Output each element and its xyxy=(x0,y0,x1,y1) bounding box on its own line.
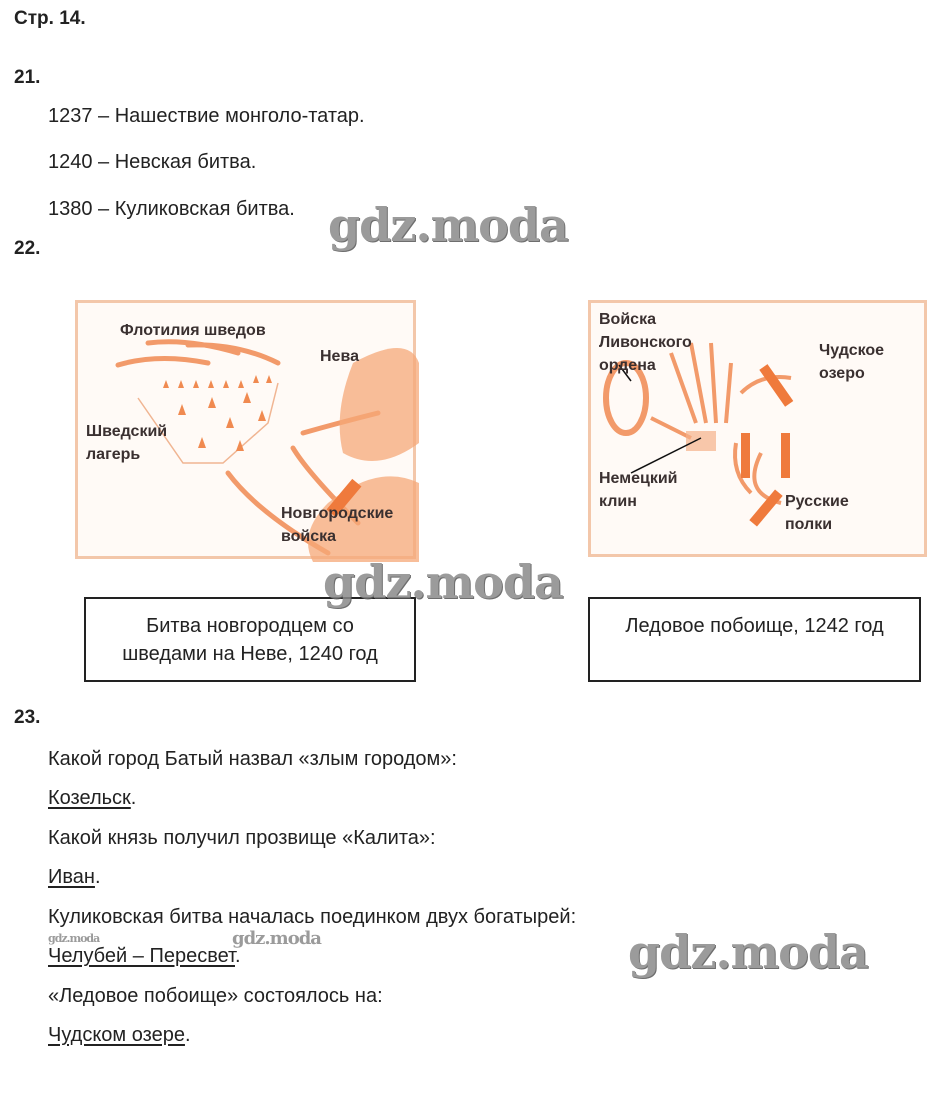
map-label: Ливонского xyxy=(599,334,692,351)
watermark: gdz.moda xyxy=(323,555,563,609)
question-23-number: 23. xyxy=(14,707,41,728)
map-label: войска xyxy=(281,528,337,545)
question-text: Какой город Батый назвал «злым городом»: xyxy=(48,748,457,770)
map-label: ордена xyxy=(599,357,656,374)
answer: Козельск xyxy=(48,787,131,809)
question-text: Куликовская битва началась поединком двух богатырей: xyxy=(48,906,577,928)
ice-battle-caption-box xyxy=(588,597,921,682)
period: . xyxy=(235,945,241,967)
answer-line xyxy=(48,866,101,889)
answer-line xyxy=(48,945,241,968)
caption-line: Битва новгородцем со xyxy=(146,614,354,637)
period: . xyxy=(184,1024,191,1046)
answer: Челубей – Пересвет xyxy=(48,945,235,967)
watermark: gdz.moda xyxy=(628,925,868,979)
question-text: Какой князь получил прозвище «Калита»: xyxy=(48,827,436,849)
question-text: «Ледовое побоище» состоялось на: xyxy=(48,985,383,1007)
date-line: 1237 – Нашествие монголо-татар. xyxy=(48,105,365,127)
answer-line xyxy=(48,1024,191,1047)
map-label: Русские xyxy=(785,493,849,510)
date-line: 1240 – Невская битва. xyxy=(48,151,257,173)
answer-line xyxy=(48,787,136,810)
page-title: Стр. 14. xyxy=(14,8,86,29)
caption-line: Ледовое побоище, 1242 год xyxy=(625,614,884,637)
map-label: Шведский xyxy=(86,423,168,440)
map-label: Немецкий xyxy=(599,470,678,487)
map-label: Флотилия шведов xyxy=(120,322,266,339)
question-22-number: 22. xyxy=(14,238,41,259)
answer: Чудском озере xyxy=(48,1024,185,1046)
neva-battle-map xyxy=(75,300,416,559)
neva-caption-box xyxy=(84,597,416,682)
map-label: лагерь xyxy=(86,446,141,463)
caption-line: шведами на Неве, 1240 год xyxy=(122,642,378,665)
watermark: gdz.moda xyxy=(232,928,321,949)
period: . xyxy=(94,866,101,888)
watermark: gdz.moda xyxy=(48,932,100,945)
period: . xyxy=(130,787,137,809)
map-label: Нева xyxy=(320,348,359,365)
date-line: 1380 – Куликовская битва. xyxy=(48,198,295,220)
map-label: полки xyxy=(785,516,833,533)
map-label: Чудское xyxy=(819,342,885,359)
map-label: озеро xyxy=(819,365,865,382)
map-label: клин xyxy=(599,493,637,510)
answer: Иван xyxy=(48,866,95,888)
map-label: Войска xyxy=(599,311,656,328)
ice-battle-map xyxy=(588,300,927,557)
question-21-number: 21. xyxy=(14,67,41,88)
watermark: gdz.moda xyxy=(328,198,568,252)
map-label: Новгородские xyxy=(281,505,394,522)
